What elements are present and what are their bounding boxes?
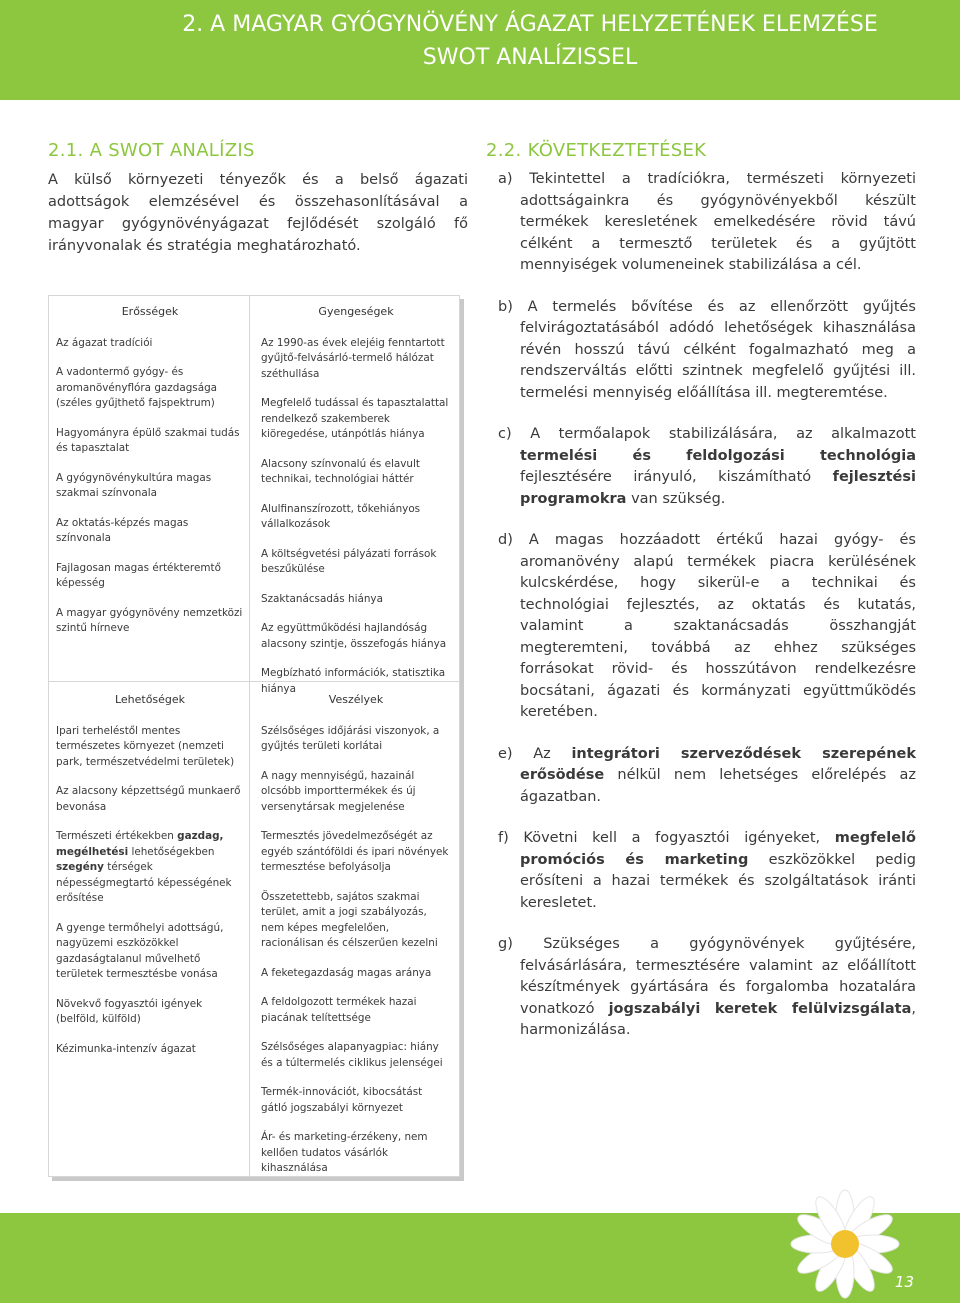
left-column (48, 140, 468, 257)
strengths-list (56, 336, 244, 637)
conclusions-list (486, 169, 916, 1042)
strengths-heading: Erősségek (121, 305, 179, 318)
weakness-item: Megbízható információk, statisztika hiánya (261, 667, 446, 695)
conclusion-item: e) Az integrátori szerveződések szerepének erősödése nélkül nem lehetséges előrelépés az ágazatban. (498, 745, 916, 805)
conclusions-section-title: 2.2. KÖVETKEZTETÉSEK (486, 140, 707, 161)
opportunity-item: Az alacsony képzettségű munkaerő bevonása (56, 785, 241, 813)
threat-item: A feketegazdaság magas aránya (261, 966, 432, 979)
daisy-flower-image (770, 1186, 920, 1303)
page-title (150, 8, 910, 74)
weakness-item: Alacsony színvonalú és elavult technikai, technológiai háttér (261, 457, 420, 485)
threat-item: Szélsőséges időjárási viszonyok, a gyűjtés területi korlátai (261, 724, 440, 752)
strength-item: Hagyományra épülő szakmai tudás és tapasztalat (56, 426, 240, 454)
opportunity-item: Kézimunka-intenzív ágazat (56, 1042, 196, 1055)
opportunity-item: Természeti értékekben gazdag, megélhetési lehetőségekben szegény térségek népességmegtartó képességének erősítése (56, 830, 232, 904)
threat-item: A feldolgozott termékek hazai piacának telítettsége (261, 996, 417, 1024)
weaknesses-list (261, 336, 451, 698)
strength-item: A gyógynövénykultúra magas szakmai színvonala (56, 471, 212, 499)
weakness-item: Megfelelő tudással és tapasztalattal rendelkező szakemberek kiöregedése, utánpótlás hiánya (261, 397, 449, 440)
header-band (0, 0, 960, 100)
strengths-quadrant (56, 304, 244, 651)
opportunities-list (56, 724, 244, 1058)
right-column (486, 140, 916, 1062)
threats-quadrant (261, 692, 451, 1191)
opportunity-item: A gyenge termőhelyi adottságú, nagyüzemi eszközökkel gazdaságtalanul művelhető területek termesztésbe vonása (56, 921, 224, 980)
swot-section-title: 2.1. A SWOT ANALÍZIS (48, 140, 255, 161)
strength-item: A magyar gyógynövény nemzetközi szintű hírneve (56, 606, 243, 634)
threat-item: Termék-innovációt, kibocsátást gátló jogszabályi környezet (261, 1086, 423, 1114)
weakness-item: Alulfinanszírozott, tőkehiányos vállalkozások (261, 502, 421, 530)
swot-table (48, 295, 460, 1177)
threats-list (261, 724, 451, 1177)
swot-intro-paragraph: A külső környezeti tényezők és a belső ágazati adottságok elemzésével és összehasonlításával a magyar gyógynövényágazat fejlődését szolgáló fő irányvonalak és stratégia meghatározható. (48, 172, 468, 254)
conclusion-item: a) Tekintettel a tradíciókra, természeti környezeti adottságainkra és gyógynövényekből készült termékek keresletének emelkedésére rövid távú célként a termesztő területek és a gyűjtött mennyiségek volumeneinek stabilizálása a cél. (498, 171, 916, 273)
weakness-item: Az 1990-as évek elejéig fenntartott gyűjtő-felvásárló-termelő hálózat széthullása (261, 336, 445, 380)
weaknesses-heading: Gyengeségek (318, 305, 394, 318)
weakness-item: Szaktanácsadás hiánya (261, 592, 383, 605)
weakness-item: A költségvetési pályázati források beszűkülése (261, 547, 437, 575)
threat-item: A nagy mennyiségű, hazainál olcsóbb importtermékek és új versenytársak megjelenése (261, 769, 416, 813)
strength-item: Az oktatás-képzés magas színvonala (56, 516, 189, 544)
threat-item: Összetettebb, sajátos szakmai terület, amit a jogi szabályozás, nem képes megfelelően, racionálisan és célszerűen kezelni (261, 890, 438, 949)
threat-item: Ár- és marketing-érzékeny, nem kellően tudatos vásárlók kihasználása (261, 1131, 428, 1174)
threats-heading: Veszélyek (328, 693, 384, 706)
opportunities-quadrant (56, 692, 244, 1071)
strength-item: Fajlagosan magas értékteremtő képesség (56, 561, 221, 589)
weakness-item: Az együttműködési hajlandóság alacsony szintje, összefogás hiánya (261, 622, 447, 650)
conclusion-item: f) Követni kell a fogyasztói igényeket, megfelelő promóciós és marketing eszközökkel pedig erősíteni a hazai termékek és szolgáltatások iránti keresletet. (498, 830, 916, 911)
conclusion-item: d) A magas hozzáadott értékű hazai gyógy- és aromanövény alapú termékek piacra kerülésének kulcskérdése, hogy sikerül-e a technikai és technológiai fejlesztés, az oktatás és kutatás, valamint a szaktanácsadás összhangját megteremteni, továbbá az ehhez szükséges forrásokat rövid- és hosszútávon rendelkezésre bocsátani, ágazati és kormányzati együttműködés keretében. (498, 532, 916, 720)
opportunity-item: Növekvő fogyasztói igények (belföld, külföld) (56, 997, 203, 1025)
threat-item: Szélsőséges alapanyagpiac: hiány és a túltermelés ciklikus jelenségei (261, 1041, 443, 1069)
title-line-2: SWOT ANALÍZISSEL (422, 45, 638, 70)
opportunity-item: Ipari terheléstől mentes természetes környezet (nemzeti park, természetvédelmi területek) (56, 724, 235, 768)
strength-item: Az ágazat tradíciói (56, 336, 153, 349)
page-number: 13 (894, 1273, 914, 1291)
swot-vertical-divider (249, 296, 250, 1176)
weaknesses-quadrant (261, 304, 451, 711)
threat-item: Termesztés jövedelmezőségét az egyéb szántóföldi és ipari növények termesztése befolyásolja (261, 830, 449, 873)
conclusion-item: b) A termelés bővítése és az ellenőrzött gyűjtés felvirágoztatásából adódó lehetőségek kihasználása révén hosszú távú célként fogalmazható meg a rendszerváltás előtti szintnek megfelelő gyűjtési ill. termelési mennyiség előállítása ill. megteremtése. (498, 298, 916, 401)
title-line-1: 2. A MAGYAR GYÓGYNÖVÉNY ÁGAZAT HELYZETÉNEK ELEMZÉSE (182, 12, 878, 37)
strength-item: A vadontermő gyógy- és aromanövényflóra gazdagsága (széles gyűjthető fajspektrum) (56, 366, 218, 409)
conclusion-item: c) A termőalapok stabilizálására, az alkalmazott termelési és feldolgozási technológia fejlesztésére irányuló, kiszámítható fejlesztési programokra van szükség. (498, 426, 916, 507)
conclusion-item: g) Szükséges a gyógynövények gyűjtésére, felvásárlására, termesztésére valamint az előállított készítmények gyártására és forgalomba hozatalára vonatkozó jogszabályi keretek felülvizsgálata, harmonizálása. (498, 936, 916, 1038)
opportunities-heading: Lehetőségek (114, 693, 186, 706)
